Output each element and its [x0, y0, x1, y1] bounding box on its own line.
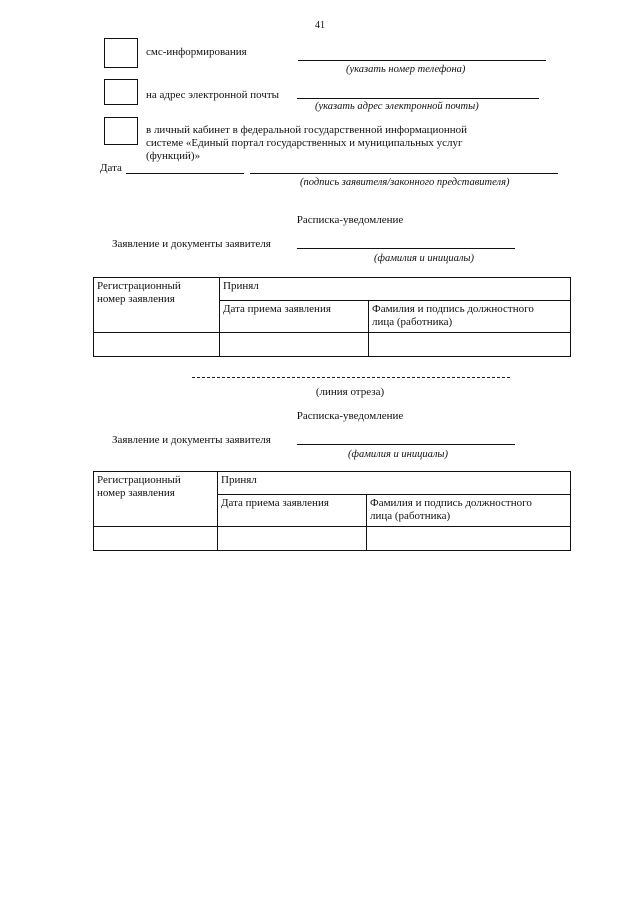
receipt-1-table	[93, 277, 571, 357]
receipt-1-title: Расписка-уведомление	[296, 214, 404, 226]
signature-hint: (подпись заявителя/законного представителя)	[300, 177, 510, 188]
receipt-2-name-hint: (фамилия и инициалы)	[348, 449, 449, 460]
sms-option-label: смс-информирования	[146, 46, 247, 58]
receipt-1-statement-label: Заявление и документы заявителя	[112, 238, 271, 250]
receipt-2-official-cell[interactable]	[367, 527, 571, 551]
receipt-1-reg-number-header: Регистрационный номер заявления	[94, 278, 220, 333]
receipt-2-statement-label: Заявление и документы заявителя	[112, 434, 271, 446]
receipt-1-applicant-name-field[interactable]	[297, 248, 515, 249]
receipt-2-date-cell[interactable]	[218, 527, 367, 551]
email-address-field[interactable]	[297, 98, 539, 99]
email-option-label: на адрес электронной почты	[146, 89, 280, 101]
page-number: 41	[315, 20, 325, 31]
receipt-1-reg-number-cell[interactable]	[94, 333, 220, 357]
portal-option-line-1: в личный кабинет в федеральной государственной информационной	[146, 124, 468, 136]
receipt-2-date-header: Дата приема заявления	[218, 495, 367, 527]
portal-account-checkbox[interactable]	[104, 117, 138, 145]
receipt-1-date-cell[interactable]	[220, 333, 369, 357]
sms-checkbox[interactable]	[104, 38, 138, 68]
receipt-2-official-header: Фамилия и подпись должностного лица (работника)	[367, 495, 571, 527]
receipt-2-reg-number-cell[interactable]	[94, 527, 218, 551]
receipt-2-title: Расписка-уведомление	[296, 410, 404, 422]
cut-line	[192, 377, 510, 378]
receipt-2-accepted-header: Принял	[218, 472, 571, 495]
date-field[interactable]	[126, 173, 244, 174]
portal-option-line-2: системе «Единый портал государственных и муниципальных услуг	[146, 137, 463, 149]
email-address-hint: (указать адрес электронной почты)	[315, 101, 479, 112]
signature-field[interactable]	[250, 173, 558, 174]
date-label: Дата	[100, 162, 122, 174]
receipt-1-official-header: Фамилия и подпись должностного лица (работника)	[369, 301, 571, 333]
receipt-2-table	[93, 471, 571, 551]
receipt-1-accepted-header: Принял	[220, 278, 571, 301]
receipt-2-reg-number-header: Регистрационный номер заявления	[94, 472, 218, 527]
email-checkbox[interactable]	[104, 79, 138, 105]
portal-option-line-3: (функций)»	[146, 150, 201, 162]
phone-number-field[interactable]	[298, 60, 546, 61]
receipt-2-applicant-name-field[interactable]	[297, 444, 515, 445]
phone-number-hint: (указать номер телефона)	[346, 64, 466, 75]
receipt-1-date-header: Дата приема заявления	[220, 301, 369, 333]
receipt-1-official-cell[interactable]	[369, 333, 571, 357]
cut-line-label: (линия отреза)	[315, 386, 385, 398]
receipt-1-name-hint: (фамилия и инициалы)	[374, 253, 475, 264]
